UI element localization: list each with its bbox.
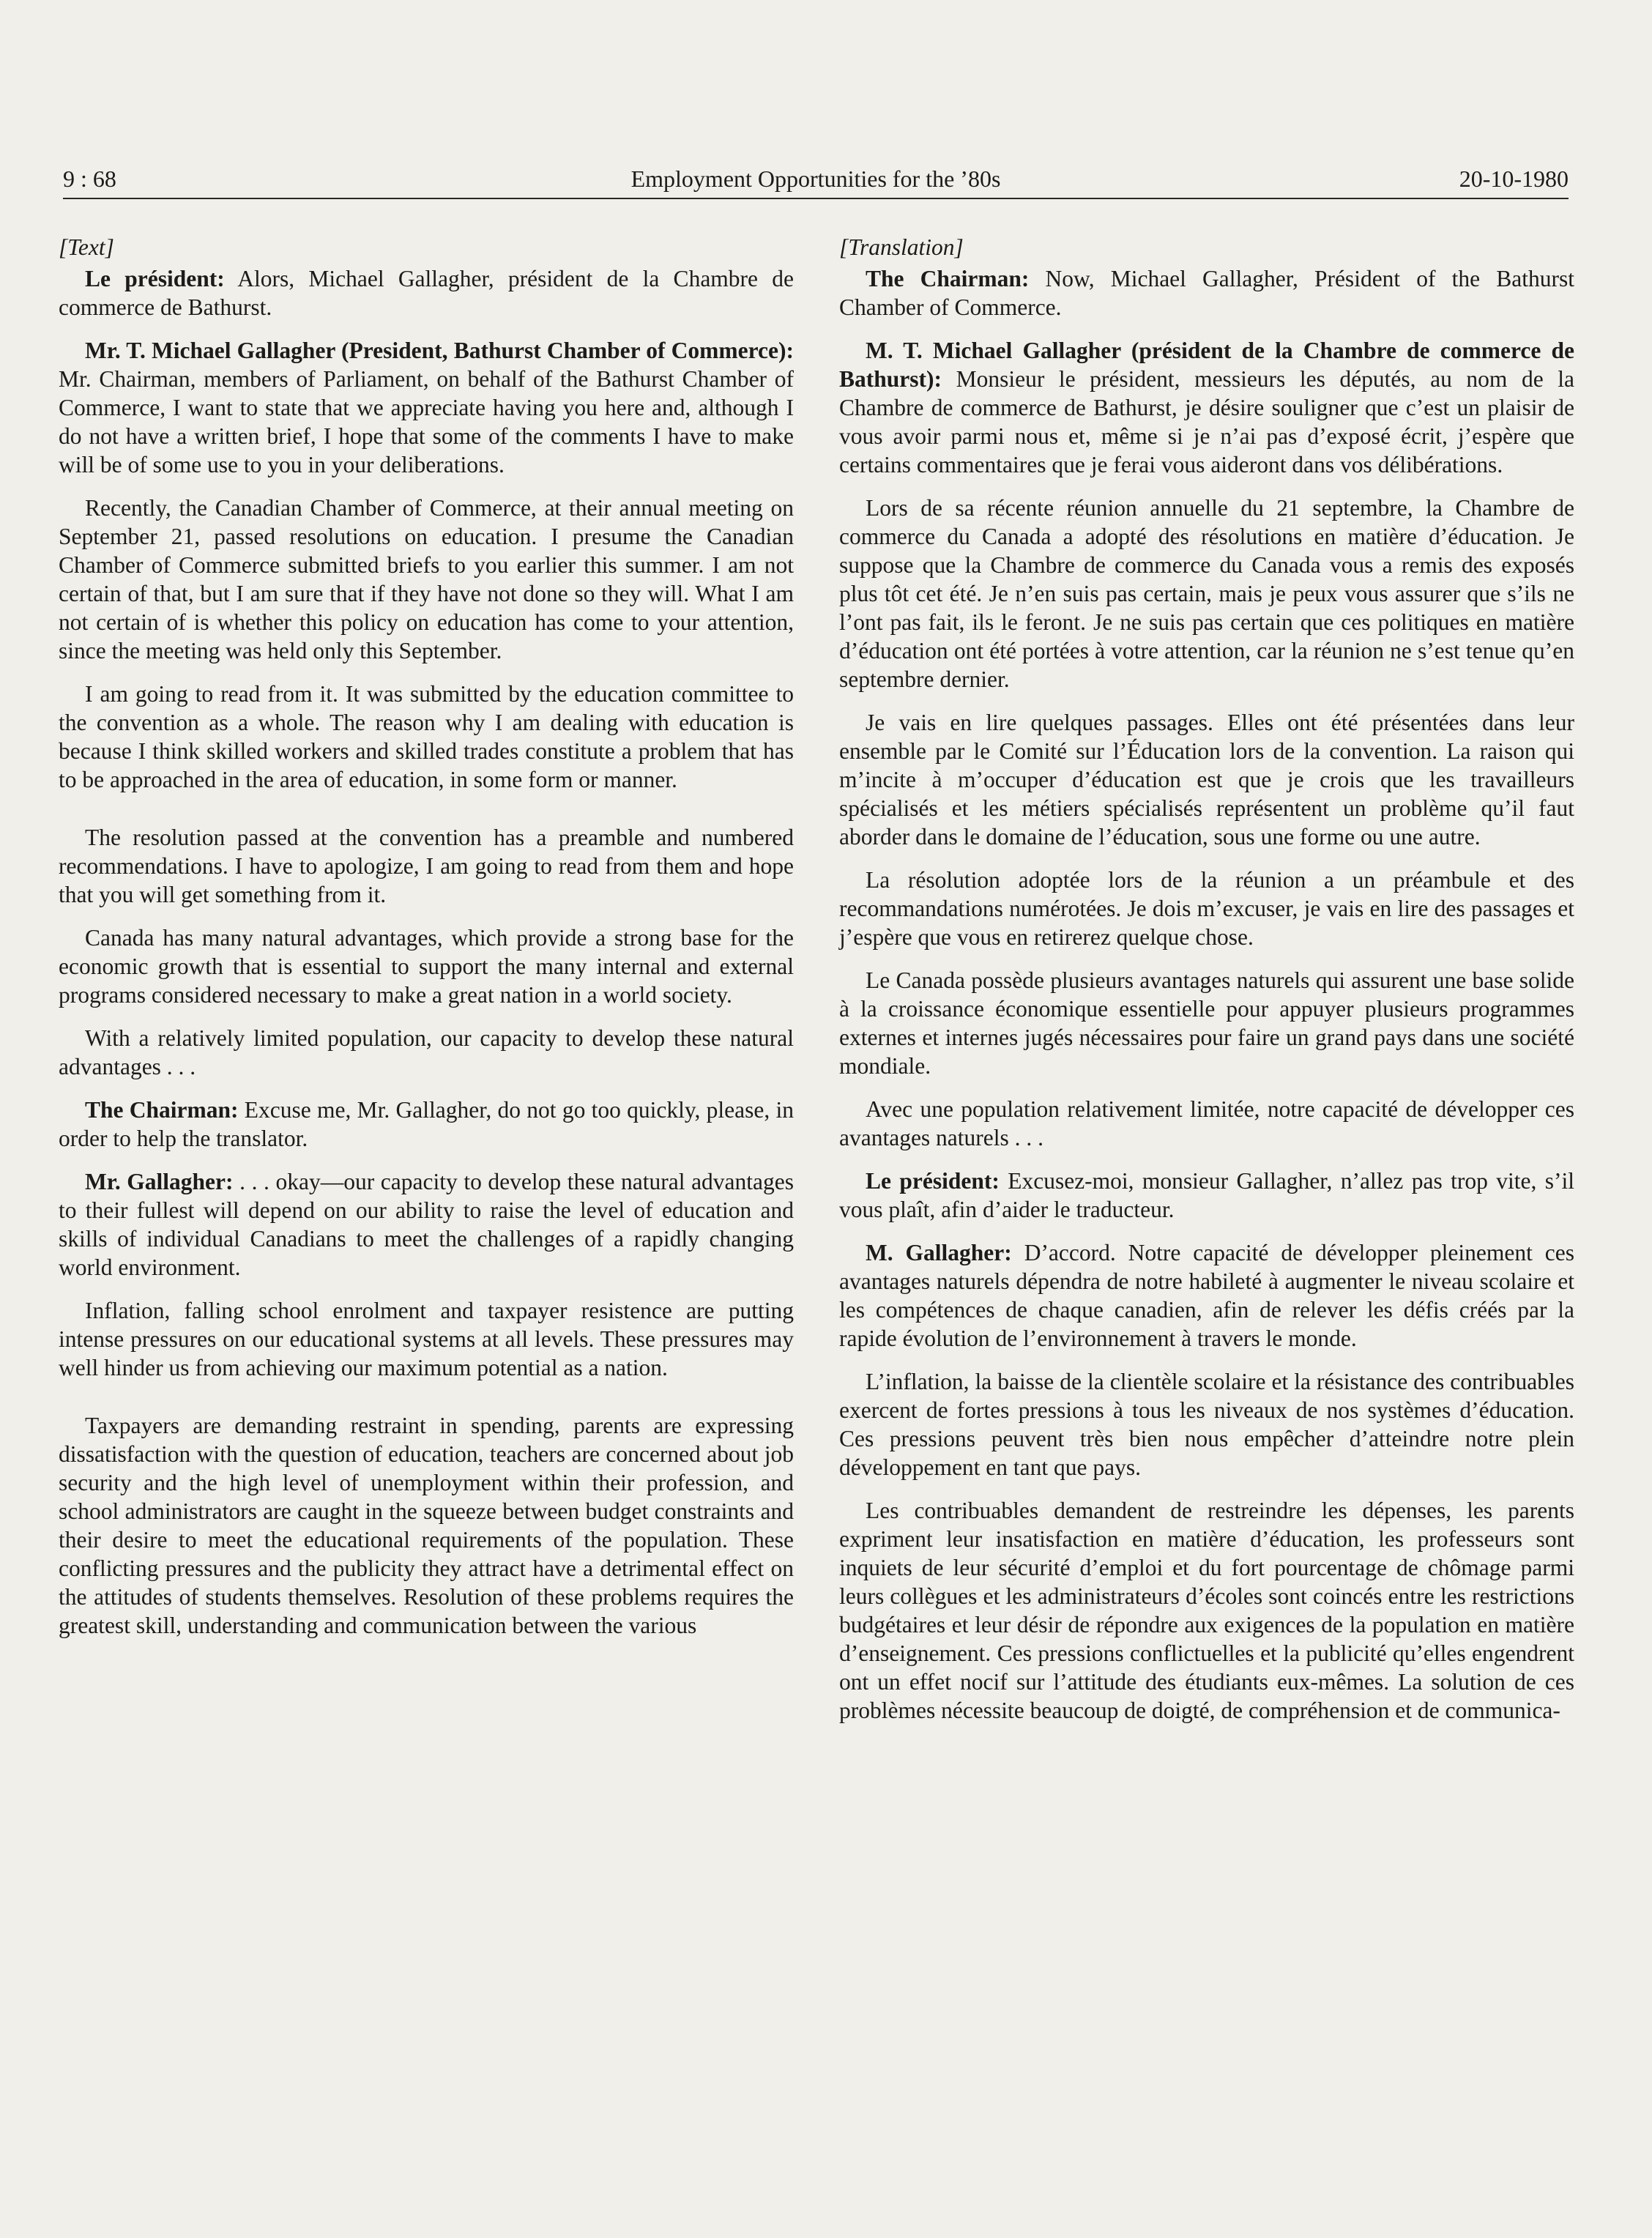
paragraph: The resolution passed at the convention has a preamble and numbered recommendations. I have to apologize, I am going to read from them and hope that you will get something from it. [59,825,794,907]
paragraph: Je vais en lire quelques passages. Elles ont été présentées dans leur ensemble par le Comité sur l’Éducation lors de la convention. La raison qui m’incite à m’occuper d’éducation est que je crois que les travailleurs spécialisés et les métiers spécialisés représentent un problème qu’il faut aborder dans le domaine de l’éducation, sous une forme ou une autre. [839,710,1574,850]
paragraph: Inflation, falling school enrolment and taxpayer resistence are putting intense pressures on our educational systems at all levels. These pressures may well hinder us from achieving our maximum potential as a nation. [59,1298,794,1380]
paragraph: Avec une population relativement limitée, notre capacité de développer ces avantages naturels . . . [839,1096,1574,1150]
speaker-name: The Chairman: [866,266,1030,291]
paragraph [839,336,1574,479]
speech-text: D’accord. Notre capacité de développer pleinement ces avantages naturels dépendra de notre habileté à augmenter le niveau scolaire et les compétences de chaque canadien, afin de relever les défis créés par la rapide évolution de l’environnement à travers le monde. [839,1240,1574,1351]
speech-text: Now, Michael Gallagher, Président of the Bathurst Chamber of Commerce. [839,266,1575,320]
page-number: 9 : 68 [63,166,116,192]
speech-text: Alors, Michael Gallagher, président de la Chambre de commerce de Bathurst. [59,266,794,320]
paragraph: Taxpayers are demanding restraint in spending, parents are expressing dissatisfaction with the question of education, teachers are concerned about job security and the high level of unemployment within their profession, and school administrators are caught in the squeeze between budget constraints and their desire to meet the educational requirements of the population. These conflicting pressures and the publicity they attract have a detrimental effect on the attitudes of students themselves. Resolution of these problems requires the greatest skill, understanding and communication between the various [59,1413,794,1638]
speech-text: Monsieur le président, messieurs les députés, au nom de la Chambre de commerce de Bathurst, je désire souligner que c’est un plaisir de vous avoir parmi nous et, même si je n’ai pas d’exposé écrit, j’espère que certains commentaires que je ferai vous aideront dans vos délibérations. [839,366,1574,477]
paragraph [839,1238,1574,1353]
speaker-name: M. Gallagher: [866,1240,1012,1265]
paragraph: Recently, the Canadian Chamber of Commerce, at their annual meeting on September 21, passed resolutions on education. I presume the Canadian Chamber of Commerce submitted briefs to you earlier this summer. I am not certain of that, but I am sure that if they have not done so they will. What I am not certain of is whether this policy on education has come to your attention, since the meeting was held only this September. [59,495,794,663]
speaker-name: Mr. T. Michael Gallagher (President, Bathurst Chamber of Commerce): [85,338,794,363]
speaker-name: Mr. Gallagher: [85,1169,234,1194]
paragraph: La résolution adoptée lors de la réunion a un préambule et des recommandations numérotées. Je dois m’excuser, je vais en lire des passages et j’espère que vous en retirerez quelque chose. [839,867,1574,950]
french-column [839,233,1574,1739]
speech-text: Mr. Chairman, members of Parliament, on behalf of the Bathurst Chamber of Commerce, I want to state that we appreciate having you here and, although I do not have a written brief, I hope that some of the comments I have to make will be of some use to you in your deliberations. [59,366,794,477]
speech-text: . . . okay—our capacity to develop these natural advantages to their fullest will depend on our ability to raise the level of education and skills of individual Canadians to meet the challenges of a rapidly changing world environment. [59,1169,794,1280]
speaker-name: M. T. Michael Gallagher (président de la Chambre de commerce de Bathurst): [839,338,1574,392]
english-column [59,233,794,1654]
paragraph [839,264,1574,321]
paragraph: L’inflation, la baisse de la clientèle scolaire et la résistance des contribuables exercent de fortes pressions à tous les niveaux de nos systèmes d’éducation. Ces pressions peuvent très bien nous empêcher d’atteindre notre plein développement en tant que pays. [839,1369,1574,1480]
paragraph [59,1167,794,1282]
paragraph: I am going to read from it. It was submitted by the education committee to the convention as a whole. The reason why I am dealing with education is because I think skilled workers and skilled trades constitute a problem that has to be approached in the area of education, in some form or manner. [59,681,794,792]
paragraph [59,264,794,321]
page-header [63,161,1569,196]
paragraph: With a relatively limited population, our capacity to develop these natural advantages . . . [59,1025,794,1079]
paragraph: Les contribuables demandent de restreindre les dépenses, les parents expriment leur insatisfaction en matière d’éducation, les professeurs sont inquiets de leur sécurité d’emploi et du fort pourcentage de chômage parmi leurs collègues et les administrateurs d’écoles sont coincés entre les restrictions budgétaires et leur désir de répondre aux exigences de la population en matière d’enseignement. Ces pressions conflictuelles et la publicité qu’elles engendrent ont un effet nocif sur l’attitude des étudiants eux-mêmes. La solution de ces problèmes nécessite beaucoup de doigté, de compréhension et de communica- [839,1498,1574,1723]
header-rule [63,198,1569,199]
language-tag: [Text] [59,234,114,260]
paragraph: Canada has many natural advantages, which provide a strong base for the economic growth that is essential to support the many internal and external programs considered necessary to make a great nation in a world society. [59,925,794,1008]
running-title: Employment Opportunities for the ’80s [630,166,1001,192]
paragraph: Le Canada possède plusieurs avantages naturels qui assurent une base solide à la croissance économique essentielle pour appuyer plusieurs programmes externes et internes jugés nécessaires pour faire un grand pays dans une société mondiale. [839,967,1574,1079]
paragraph: Lors de sa récente réunion annuelle du 21 septembre, la Chambre de commerce du Canada a adopté des résolutions en matière d’éducation. Je suppose que la Chambre de commerce du Canada vous a remis des exposés plus tôt cet été. Je n’en suis pas certain, mais je peux vous assurer que s’ils ne l’ont pas fait, ils le feront. Je ne suis pas certain que ces politiques en matière d’éducation ont été portées à votre attention, car la réunion ne s’est tenue qu’en septembre dernier. [839,495,1574,692]
paragraph [59,1096,794,1153]
paragraph [59,336,794,479]
speech-text: Excuse me, Mr. Gallagher, do not go too quickly, please, in order to help the translator. [59,1097,794,1151]
speaker-name: The Chairman: [85,1097,239,1123]
header-date: 20-10-1980 [1459,166,1569,192]
speech-text: Excusez-moi, monsieur Gallagher, n’allez pas trop vite, s’il vous plaît, afin d’aider le traducteur. [839,1168,1574,1222]
speaker-name: Le président: [85,266,225,291]
speaker-name: Le président: [866,1168,1000,1194]
paragraph [839,1167,1574,1224]
language-tag: [Translation] [839,234,964,260]
